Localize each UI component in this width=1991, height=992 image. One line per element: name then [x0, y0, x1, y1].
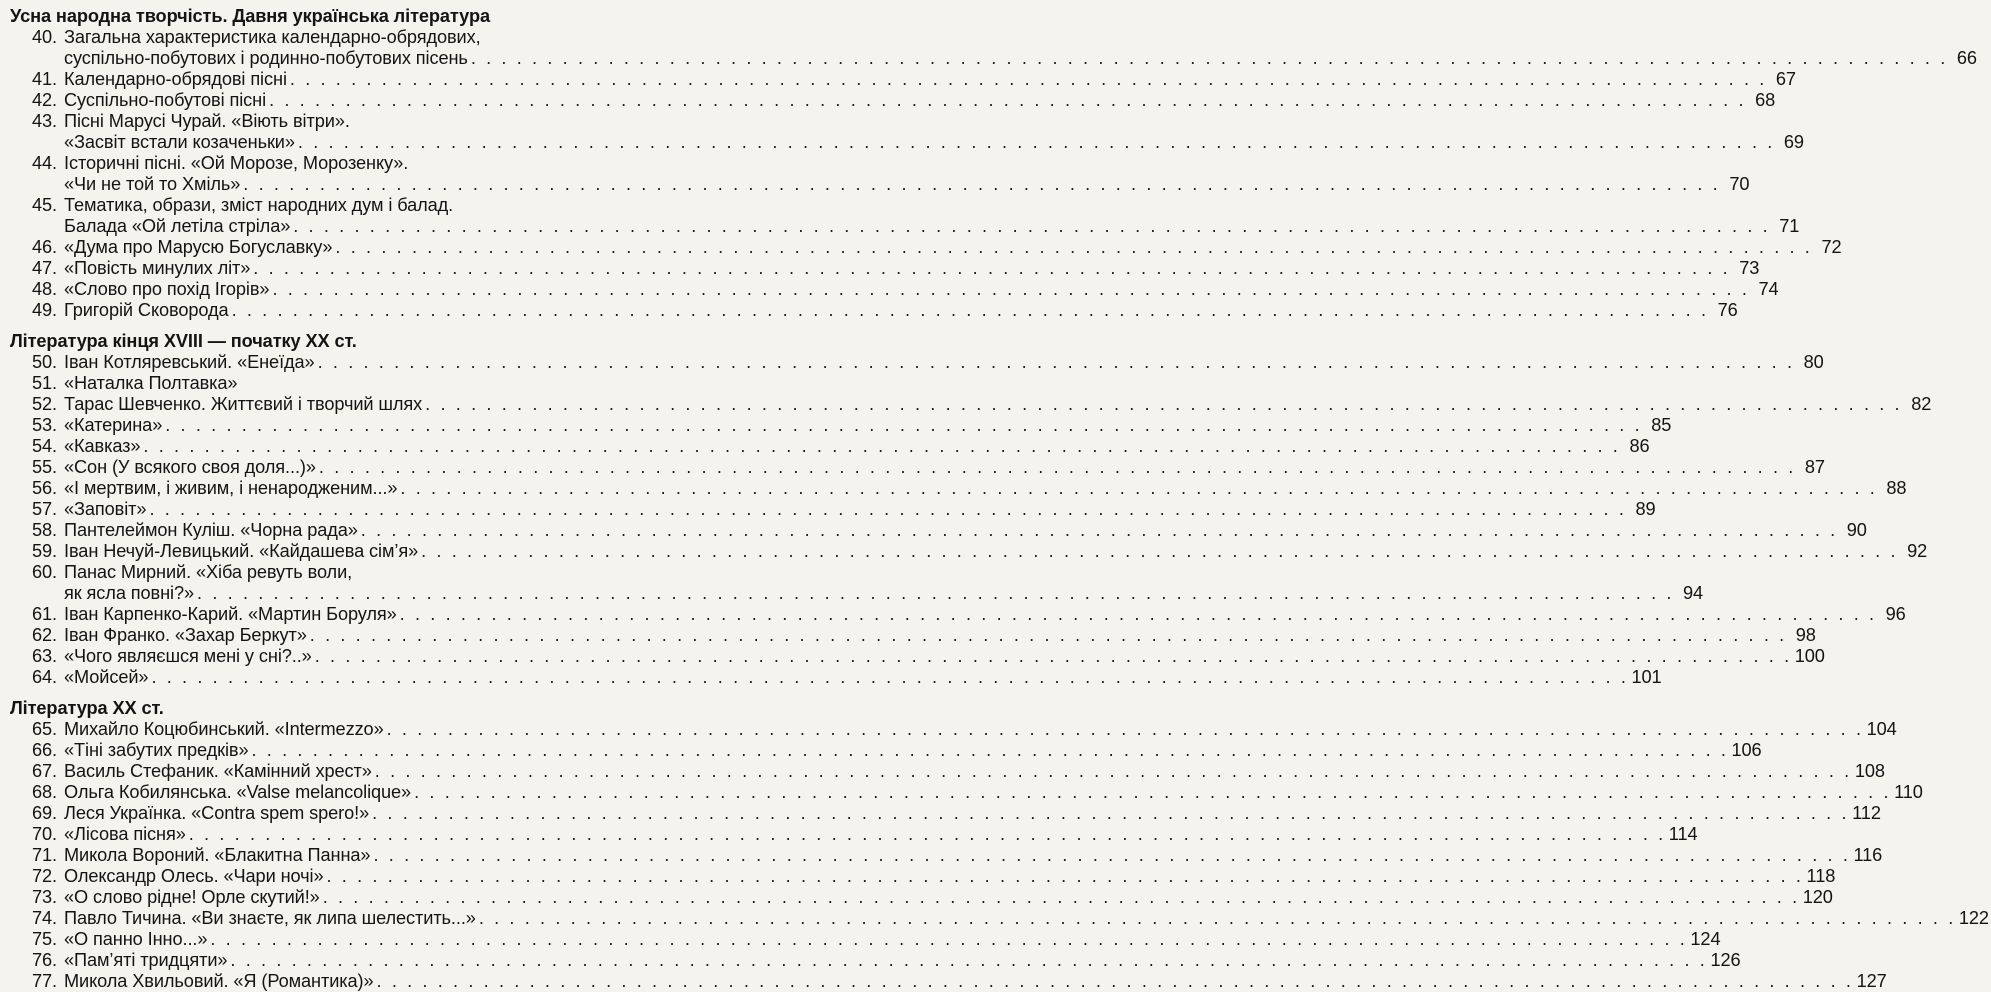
entry-line — [64, 562, 592, 583]
entry-title: Микола Хвильовий. «Я (Романтика)» — [64, 971, 374, 991]
toc-section — [10, 6, 1977, 321]
page-number: 71 — [1779, 216, 1800, 236]
toc-entry — [10, 824, 1698, 845]
dot-leader — [253, 258, 1730, 279]
toc-entry — [10, 499, 1656, 520]
entry-title: Ольга Кобилянська. «Valse melancolique» — [64, 782, 412, 802]
toc-entry — [10, 625, 1816, 646]
entry-number: 68. — [32, 782, 57, 802]
entry-number: 44. — [32, 153, 57, 173]
entry-title: «Кавказ» — [64, 436, 141, 456]
dot-leader — [251, 740, 1728, 761]
page-number: 96 — [1885, 604, 1906, 624]
page-number: 110 — [1894, 782, 1923, 802]
entry-line — [64, 740, 1762, 761]
entry-title: «Пам’яті тридцяти» — [64, 950, 228, 970]
entry-title: «Мойсей» — [64, 667, 149, 687]
page-number: 87 — [1804, 457, 1825, 477]
entry-title: «Засвіт встали козаченьки» — [64, 132, 295, 152]
entry-body — [57, 436, 1650, 457]
toc-entry — [10, 300, 1738, 321]
entry-body — [57, 604, 1906, 625]
entry-title: Суспільно-побутові пісні — [64, 90, 267, 110]
entry-line — [64, 394, 1932, 415]
entry-title: «Чи не той то Хміль» — [64, 174, 241, 194]
entry-body — [57, 373, 592, 394]
dot-leader — [323, 887, 1800, 908]
entry-number: 76. — [32, 950, 57, 970]
entry-title: «Катерина» — [64, 415, 163, 435]
entry-line — [64, 908, 1989, 929]
page-number: 104 — [1866, 719, 1897, 739]
toc-entry — [10, 373, 592, 394]
entry-line — [64, 69, 1796, 90]
toc-entry — [10, 457, 1825, 478]
dot-leader — [479, 908, 1956, 929]
dot-leader — [151, 667, 1628, 688]
entry-line — [64, 929, 1721, 950]
entry-title: Іван Нечуй-Левицький. «Кайдашева сім’я» — [64, 541, 419, 561]
toc-entry — [10, 258, 1760, 279]
toc-entry — [10, 929, 1721, 950]
entry-number: 40. — [32, 27, 57, 47]
entry-number: 54. — [32, 436, 57, 456]
entry-line — [64, 625, 1816, 646]
entry-line — [64, 604, 1906, 625]
toc-entry — [10, 520, 1867, 541]
dot-leader — [372, 803, 1849, 824]
entry-line — [64, 300, 1738, 321]
entry-number: 42. — [32, 90, 57, 110]
section-title: Усна народна творчість. Давня українська література — [10, 6, 490, 26]
entry-body — [57, 499, 1656, 520]
entry-title: Іван Котляревський. «Енеїда» — [64, 352, 315, 372]
entry-number: 55. — [32, 457, 57, 477]
entry-title: Леся Українка. «Contra spem spero!» — [64, 803, 370, 823]
entry-title: Михайло Коцюбинський. «Intermezzo» — [64, 719, 384, 739]
entry-line — [64, 457, 1825, 478]
dot-leader — [400, 478, 1877, 499]
page-number: 127 — [1856, 971, 1887, 991]
entry-line — [64, 373, 592, 394]
entry-line — [64, 90, 1776, 111]
entry-title: Іван Карпенко-Карий. «Мартин Боруля» — [64, 604, 397, 624]
page-number: 67 — [1775, 69, 1796, 89]
entry-body — [57, 279, 1779, 300]
entry-line — [64, 279, 1779, 300]
page-number: 94 — [1683, 583, 1704, 603]
entry-number: 41. — [32, 69, 57, 89]
toc-section — [10, 331, 1932, 688]
entry-number: 52. — [32, 394, 57, 414]
entry-title: Василь Стефаник. «Камінний хрест» — [64, 761, 372, 781]
entry-number: 74. — [32, 908, 57, 928]
dot-leader — [400, 604, 1877, 625]
section-title: Література XX ст. — [10, 698, 164, 718]
page-number: 68 — [1755, 90, 1776, 110]
entry-title: Микола Вороний. «Блакитна Панна» — [64, 845, 371, 865]
toc-entry — [10, 195, 1800, 237]
toc-entry — [10, 803, 1881, 824]
entry-number: 51. — [32, 373, 57, 393]
entry-line — [64, 195, 592, 216]
toc-entry — [10, 415, 1672, 436]
page-number: 106 — [1731, 740, 1762, 760]
toc-entry — [10, 237, 1842, 258]
entry-body — [57, 394, 1932, 415]
entry-body — [57, 90, 1776, 111]
page-number: 86 — [1629, 436, 1650, 456]
entry-line — [64, 436, 1650, 457]
entry-line — [64, 541, 1928, 562]
entry-number: 48. — [32, 279, 57, 299]
entry-title: Пантелеймон Куліш. «Чорна рада» — [64, 520, 358, 540]
entry-body — [57, 195, 1800, 237]
entry-body — [57, 300, 1738, 321]
page-number: 120 — [1802, 887, 1833, 907]
entry-number: 70. — [32, 824, 57, 844]
page-number: 72 — [1821, 237, 1842, 257]
toc-entry — [10, 866, 1836, 887]
toc-entry — [10, 153, 1750, 195]
entry-line — [64, 132, 1804, 153]
toc-entry — [10, 740, 1762, 761]
dot-leader — [165, 415, 1642, 436]
page-number: 122 — [1958, 908, 1989, 928]
page-number: 114 — [1668, 824, 1698, 844]
page-number: 112 — [1852, 803, 1881, 823]
entry-body — [57, 562, 1704, 604]
page-number: 118 — [1806, 866, 1836, 886]
dot-leader — [230, 950, 1707, 971]
entry-body — [57, 824, 1698, 845]
entry-number: 43. — [32, 111, 57, 131]
entry-title: «Лісова пісня» — [64, 824, 186, 844]
toc-entry — [10, 667, 1662, 688]
page-number: 92 — [1907, 541, 1928, 561]
toc-entry — [10, 27, 1977, 69]
entry-line — [64, 971, 1887, 992]
entry-number: 58. — [32, 520, 57, 540]
entry-line — [64, 646, 1825, 667]
toc-entry — [10, 971, 1887, 992]
entry-line — [64, 258, 1760, 279]
page-number: 100 — [1794, 646, 1825, 666]
entry-title: «І мертвим, і живим, і ненародженим...» — [64, 478, 398, 498]
entry-title: «Сон (У всякого своя доля...)» — [64, 457, 316, 477]
page-number: 88 — [1886, 478, 1907, 498]
dot-leader — [471, 48, 1948, 69]
entry-body — [57, 646, 1825, 667]
dot-leader — [326, 866, 1803, 887]
entry-title: Балада «Ой летіла стріла» — [64, 216, 291, 236]
entry-line — [64, 478, 1907, 499]
entry-line — [64, 415, 1672, 436]
entry-body — [57, 237, 1842, 258]
toc-entry — [10, 950, 1741, 971]
entry-number: 60. — [32, 562, 57, 582]
entry-line — [64, 583, 1704, 604]
entry-line — [64, 174, 1750, 195]
dot-leader — [293, 216, 1770, 237]
entry-number: 65. — [32, 719, 57, 739]
page-number: 82 — [1911, 394, 1932, 414]
dot-leader — [315, 646, 1792, 667]
dot-leader — [232, 300, 1709, 321]
entry-title: Тарас Шевченко. Життєвий і творчий шлях — [64, 394, 423, 414]
dot-leader — [269, 90, 1746, 111]
toc-entry — [10, 90, 1776, 111]
page-number: 80 — [1803, 352, 1824, 372]
page-number: 85 — [1651, 415, 1672, 435]
entry-title: Панас Мирний. «Хіба ревуть воли, — [64, 562, 353, 582]
entry-body — [57, 69, 1796, 90]
entry-body — [57, 352, 1824, 373]
entry-number: 46. — [32, 237, 57, 257]
dot-leader — [361, 520, 1838, 541]
toc-entry — [10, 604, 1906, 625]
entry-number: 73. — [32, 887, 57, 907]
page-number: 66 — [1956, 48, 1977, 68]
page-number: 70 — [1729, 174, 1750, 194]
dot-leader — [373, 845, 1850, 866]
entry-number: 66. — [32, 740, 57, 760]
entry-body — [57, 667, 1662, 688]
toc-entry — [10, 69, 1796, 90]
entry-number: 69. — [32, 803, 57, 823]
entry-line — [64, 887, 1833, 908]
entry-number: 47. — [32, 258, 57, 278]
dot-leader — [387, 719, 1864, 740]
entry-line — [64, 824, 1698, 845]
entry-number: 71. — [32, 845, 57, 865]
entry-title: Григорій Сковорода — [64, 300, 229, 320]
toc-entry — [10, 908, 1989, 929]
entry-line — [64, 48, 1977, 69]
section-title: Література кінця XVIII — початку XX ст. — [10, 331, 357, 351]
toc-entry — [10, 352, 1824, 373]
dot-leader — [272, 279, 1749, 300]
page-number: 108 — [1854, 761, 1885, 781]
dot-leader — [143, 436, 1620, 457]
toc-entry — [10, 719, 1897, 740]
page-number: 90 — [1846, 520, 1867, 540]
page-number: 74 — [1758, 279, 1779, 299]
dot-leader — [318, 352, 1795, 373]
entry-title: Історичні пісні. «Ой Морозе, Морозенку». — [64, 153, 409, 173]
entry-title: суспільно-побутових і родинно-побутових пісень — [64, 48, 468, 68]
toc-entry — [10, 394, 1932, 415]
entry-line — [64, 216, 1800, 237]
entry-title: Календарно-обрядові пісні — [64, 69, 287, 89]
entry-number: 59. — [32, 541, 57, 561]
entry-line — [64, 520, 1867, 541]
entry-body — [57, 520, 1867, 541]
dot-leader — [414, 782, 1891, 803]
toc-entry — [10, 478, 1907, 499]
page-number: 69 — [1783, 132, 1804, 152]
entry-line — [64, 499, 1656, 520]
toc-entry — [10, 562, 1704, 604]
entry-body — [57, 761, 1885, 782]
dot-leader — [290, 69, 1767, 90]
toc-entry — [10, 646, 1825, 667]
entry-line — [64, 27, 592, 48]
entry-line — [64, 866, 1836, 887]
entry-number: 75. — [32, 929, 57, 949]
toc-entry — [10, 111, 1804, 153]
entry-line — [64, 111, 592, 132]
entry-body — [57, 625, 1816, 646]
entry-title: Олександр Олесь. «Чари ночі» — [64, 866, 324, 886]
entry-number: 61. — [32, 604, 57, 624]
page-number: 76 — [1717, 300, 1738, 320]
entry-body — [57, 478, 1907, 499]
entry-title: «Дума про Марусю Богуславку» — [64, 237, 333, 257]
dot-leader — [210, 929, 1687, 950]
entry-title: як ясла повні?» — [64, 583, 195, 603]
entry-title: «Слово про похід Ігорів» — [64, 279, 270, 299]
entry-number: 53. — [32, 415, 57, 435]
entry-title: «Повість минулих літ» — [64, 258, 251, 278]
entry-number: 63. — [32, 646, 57, 666]
entry-body — [57, 153, 1750, 195]
toc-section — [10, 698, 1989, 992]
entry-title: «О слово рідне! Орле скутий!» — [64, 887, 320, 907]
dot-leader — [298, 132, 1775, 153]
dot-leader — [189, 824, 1666, 845]
entry-title: Пісні Марусі Чурай. «Віють вітри». — [64, 111, 350, 131]
entry-title: Загальна характеристика календарно-обрядових, — [64, 27, 481, 47]
entry-body — [57, 719, 1897, 740]
entry-number: 56. — [32, 478, 57, 498]
entry-body — [57, 415, 1672, 436]
entry-line — [64, 153, 592, 174]
entry-number: 64. — [32, 667, 57, 687]
entry-title: «О панно Інно...» — [64, 929, 208, 949]
dot-leader — [310, 625, 1787, 646]
dot-leader — [425, 394, 1902, 415]
entry-number: 50. — [32, 352, 57, 372]
entry-body — [57, 782, 1923, 803]
entry-title: «Тіні забутих предків» — [64, 740, 249, 760]
entry-body — [57, 803, 1881, 824]
page-number: 116 — [1853, 845, 1883, 865]
entry-title: «Заповіт» — [64, 499, 147, 519]
toc-entry — [10, 782, 1923, 803]
entry-number: 62. — [32, 625, 57, 645]
entry-line — [64, 782, 1923, 803]
entry-body — [57, 541, 1928, 562]
toc-entry — [10, 279, 1779, 300]
entry-body — [57, 457, 1825, 478]
toc-entry — [10, 761, 1885, 782]
entry-line — [64, 352, 1824, 373]
entry-body — [57, 908, 1989, 929]
entry-number: 49. — [32, 300, 57, 320]
page-number: 89 — [1635, 499, 1656, 519]
entry-body — [57, 866, 1836, 887]
entry-body — [57, 887, 1833, 908]
entry-title: Павло Тичина. «Ви знаєте, як липа шелестить...» — [64, 908, 476, 928]
entry-title: Тематика, образи, зміст народних дум і балад. — [64, 195, 454, 215]
entry-title: Іван Франко. «Захар Беркут» — [64, 625, 307, 645]
entry-number: 77. — [32, 971, 57, 991]
dot-leader — [377, 971, 1854, 992]
entry-line — [64, 761, 1885, 782]
entry-line — [64, 950, 1741, 971]
page-number: 126 — [1710, 950, 1741, 970]
dot-leader — [319, 457, 1796, 478]
dot-leader — [197, 583, 1674, 604]
entry-title: «Наталка Полтавка» — [64, 373, 238, 393]
page-number: 98 — [1795, 625, 1816, 645]
toc-entry — [10, 887, 1833, 908]
entry-line — [64, 845, 1883, 866]
entry-number: 67. — [32, 761, 57, 781]
entry-number: 45. — [32, 195, 57, 215]
entry-number: 57. — [32, 499, 57, 519]
entry-body — [57, 845, 1883, 866]
entry-line — [64, 667, 1662, 688]
entry-line — [64, 719, 1897, 740]
dot-leader — [421, 541, 1898, 562]
dot-leader — [335, 237, 1812, 258]
page-number: 73 — [1739, 258, 1760, 278]
dot-leader — [149, 499, 1626, 520]
entry-line — [64, 803, 1881, 824]
entry-body — [57, 111, 1804, 153]
entry-body — [57, 950, 1741, 971]
entry-number: 72. — [32, 866, 57, 886]
entry-line — [64, 237, 1842, 258]
toc-entry — [10, 845, 1883, 866]
entry-body — [57, 971, 1887, 992]
page-number: 124 — [1690, 929, 1721, 949]
page-number: 101 — [1631, 667, 1662, 687]
dot-leader — [375, 761, 1852, 782]
toc-entry — [10, 541, 1928, 562]
entry-body — [57, 27, 1977, 69]
entry-title: «Чого являєшся мені у сні?..» — [64, 646, 312, 666]
entry-body — [57, 929, 1721, 950]
toc-entry — [10, 436, 1650, 457]
entry-body — [57, 258, 1760, 279]
dot-leader — [243, 174, 1720, 195]
entry-body — [57, 740, 1762, 761]
